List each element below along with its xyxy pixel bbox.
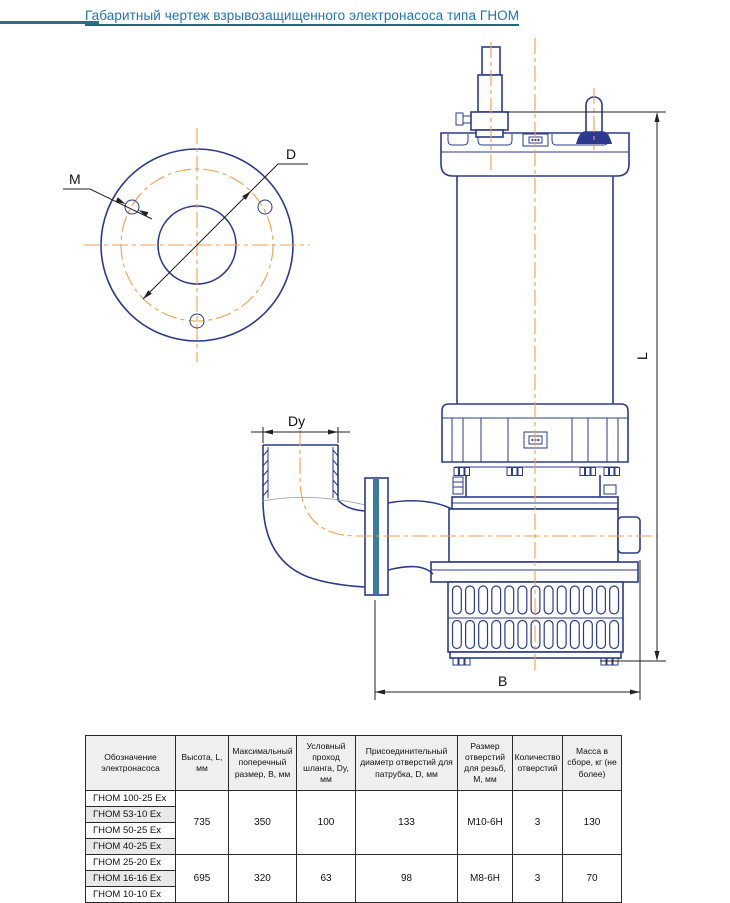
value-mass: 130 [563, 791, 622, 855]
spec-table [85, 735, 622, 903]
value-count: 3 [513, 855, 563, 903]
gland-screw-head [456, 113, 463, 125]
col-header-height: Высота, L, мм [176, 736, 229, 791]
dimensional-drawing [0, 28, 730, 735]
value-height: 735 [176, 791, 229, 855]
value-count: 3 [513, 791, 563, 855]
elbow-outer-contour [263, 500, 365, 587]
col-header-diameter: Присоединительный диаметр отверстий для патрубка, D, мм [356, 736, 458, 791]
value-thread: М10-6Н [458, 791, 513, 855]
discharge-elbow [263, 445, 452, 595]
col-header-mass: Масса в сборе, кг (не более) [563, 736, 622, 791]
d-dimension-line [143, 164, 308, 299]
bolt-heads [454, 468, 620, 476]
table-row [86, 855, 622, 871]
col-header-width: Максимальный поперечный размер, В, мм [229, 736, 297, 791]
model-name: ГНОМ 16-16 Ех [86, 871, 176, 887]
table-header-row [86, 736, 622, 791]
pump-side-view [263, 38, 658, 672]
col-header-count: Количество отверстий [513, 736, 563, 791]
page-title: Габаритный чертеж взрывозащищенного электронасоса типа ГНОМ [85, 8, 519, 26]
m-label: M [69, 171, 81, 187]
l-label: L [634, 352, 650, 360]
col-header-designation: Обозначение электронасоса [86, 736, 176, 791]
b-label: B [498, 673, 508, 689]
model-name: ГНОМ 40-25 Ex [86, 839, 176, 855]
value-diameter: 133 [356, 791, 458, 855]
d-label: D [286, 146, 297, 162]
value-thread: М8-6Н [458, 855, 513, 903]
pipe-bottom-contour [388, 567, 433, 574]
pipe-top-contour [388, 501, 452, 509]
model-name: ГНОМ 25-20 Ex [86, 855, 176, 871]
m-arrow [116, 197, 126, 204]
stud-bolt-right [604, 485, 616, 494]
col-header-hose: Условный проход шланга, Dy, мм [297, 736, 356, 791]
flange-top-view [63, 128, 310, 362]
stud-bolt-left [453, 477, 463, 494]
value-height: 695 [176, 855, 229, 903]
value-hose: 63 [297, 855, 356, 903]
value-width: 320 [229, 855, 297, 903]
dy-label: Dy [288, 413, 306, 429]
value-diameter: 98 [356, 855, 458, 903]
bolt-flange [453, 467, 620, 497]
cast-seam [263, 497, 365, 505]
model-name: ГНОМ 50-25 Ex [86, 823, 176, 839]
col-header-thread: Размер отверстий для резьб, М, мм [458, 736, 513, 791]
model-name: ГНОМ 100-25 Ex [86, 791, 176, 807]
value-width: 350 [229, 791, 297, 855]
elbow-inner-contour [338, 500, 365, 511]
casing-right-boss [618, 517, 640, 553]
value-hose: 100 [297, 791, 356, 855]
gland-screw-stem [463, 116, 471, 123]
cable-gland [456, 47, 508, 137]
model-name: ГНОМ 10-10 Ex [86, 887, 176, 903]
strainer [448, 582, 623, 665]
value-mass: 70 [563, 855, 622, 903]
model-name: ГНОМ 53-10 Ex [86, 807, 176, 823]
table-row [86, 791, 622, 807]
